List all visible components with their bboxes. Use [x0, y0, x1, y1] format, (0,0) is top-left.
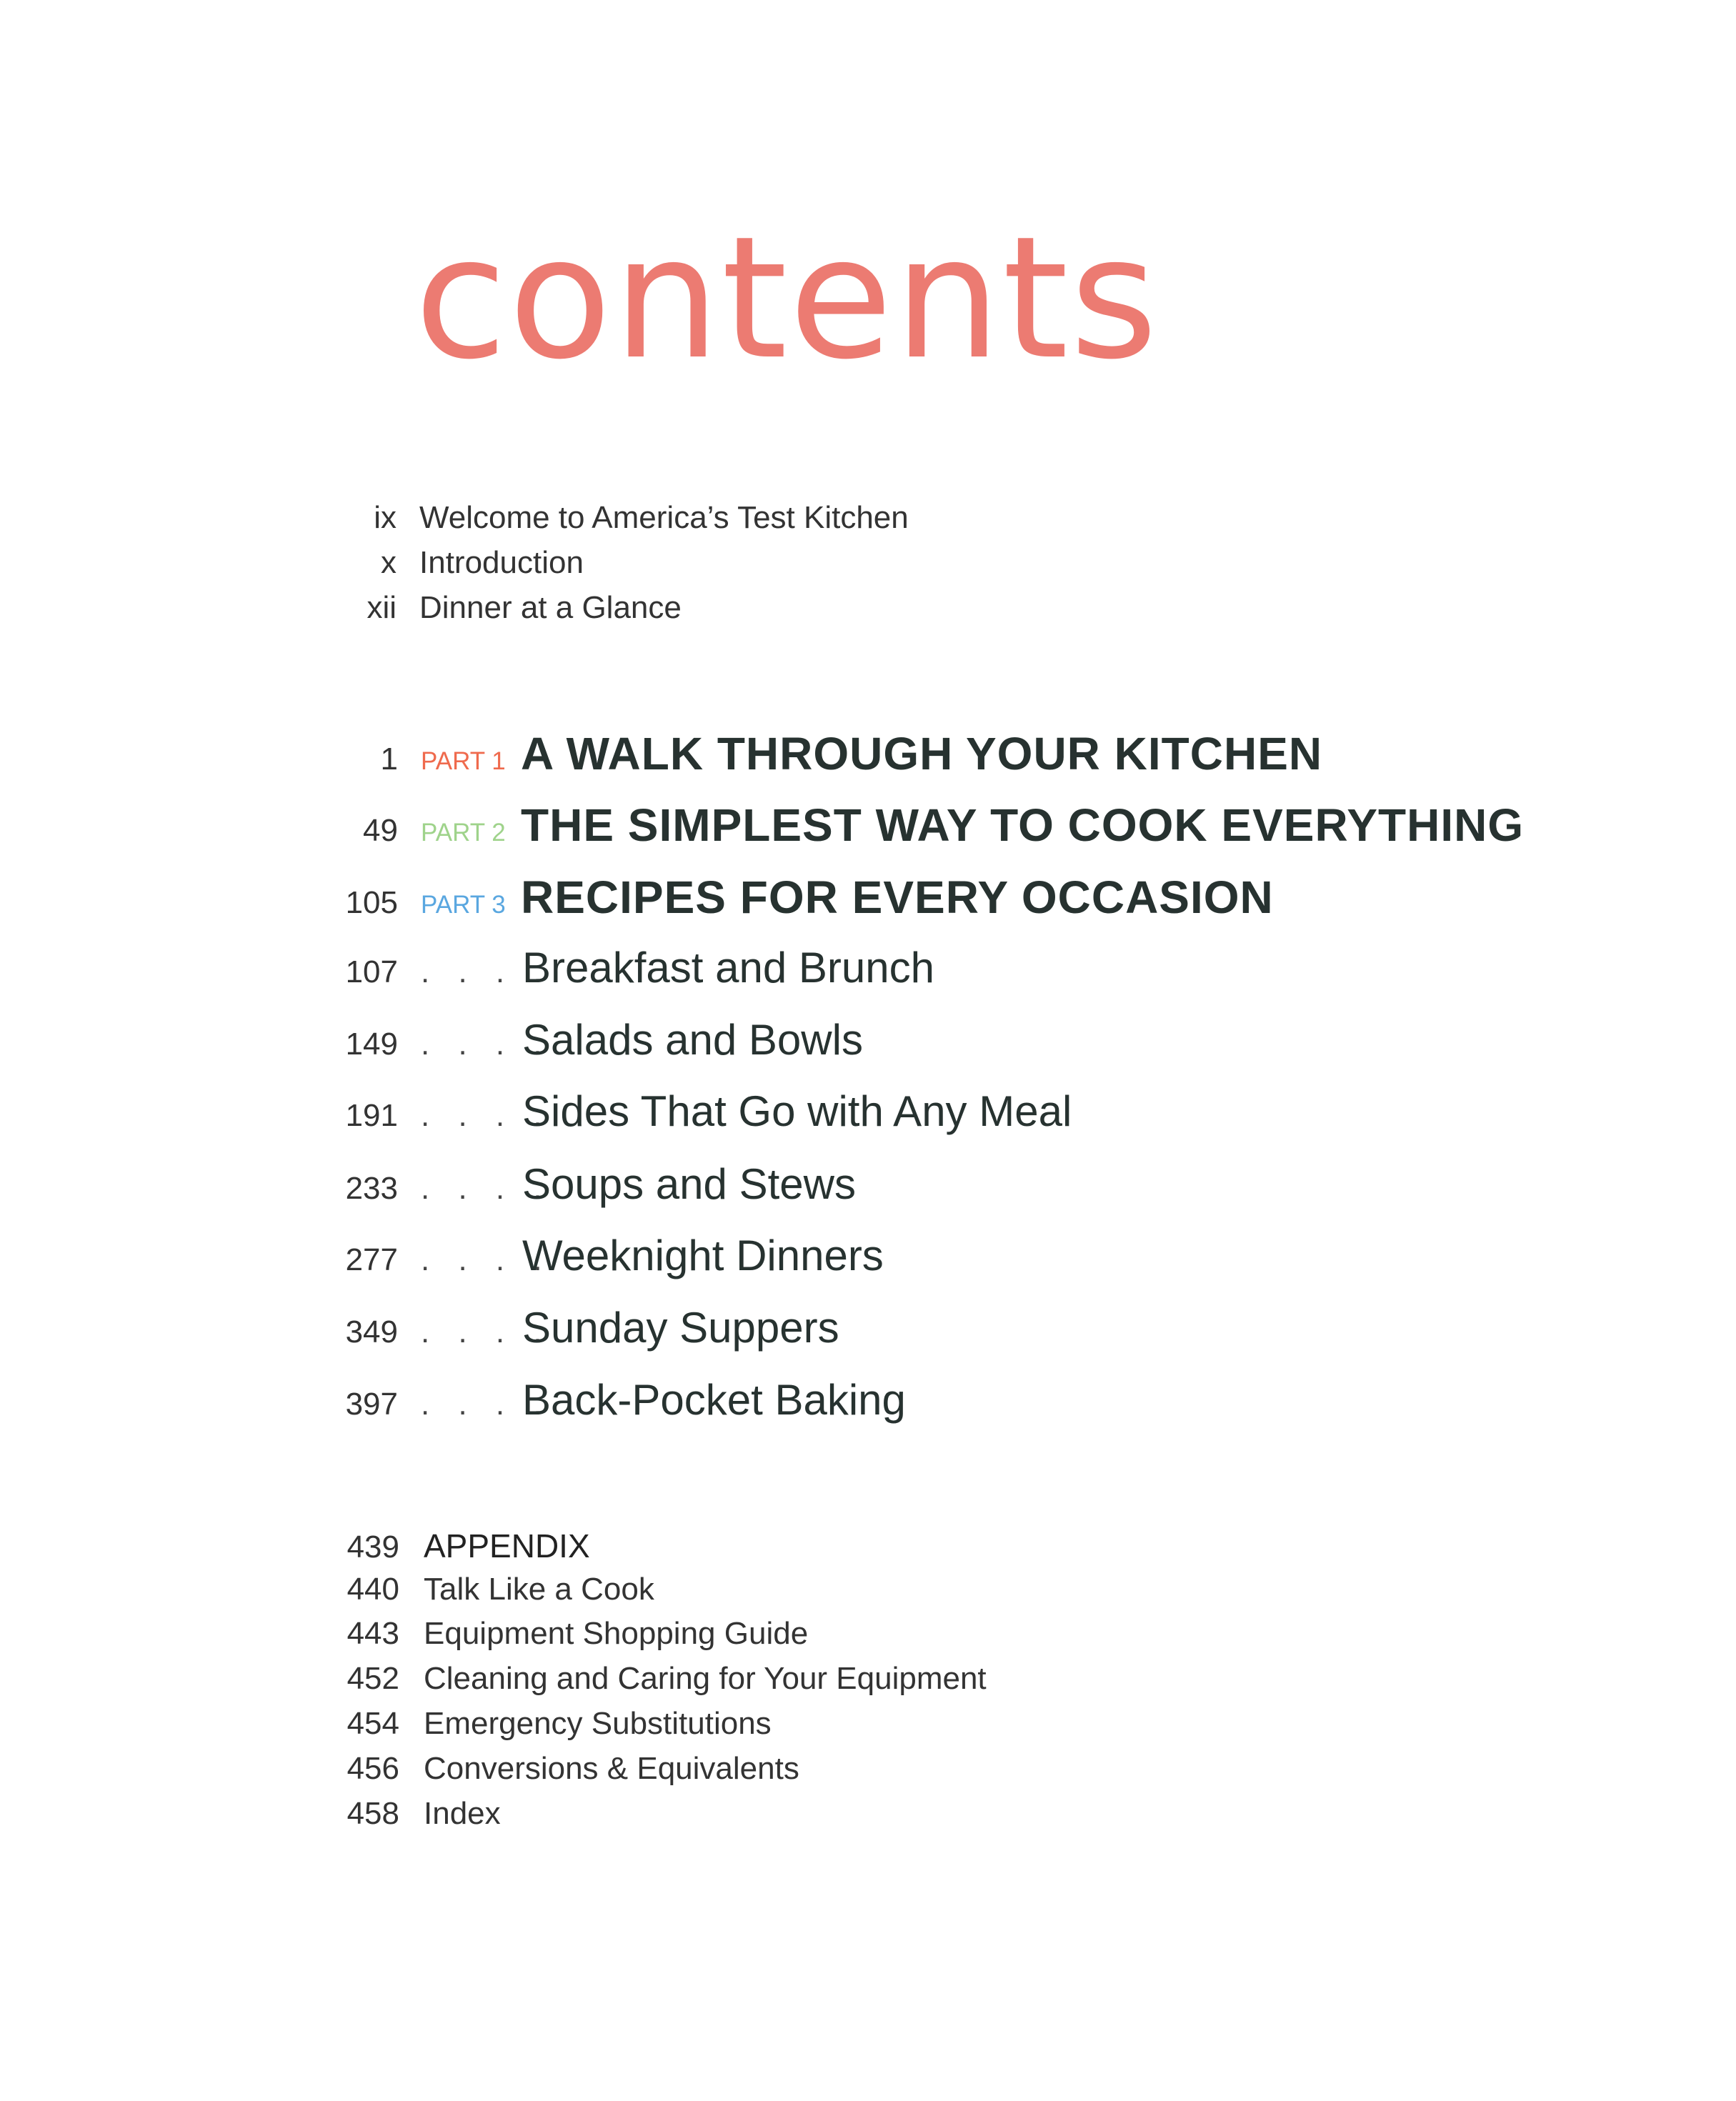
part-label: PART 3	[421, 891, 506, 919]
toc-entry[interactable]	[0, 590, 682, 626]
toc-chapter[interactable]	[0, 1159, 856, 1209]
toc-chapter[interactable]	[0, 1375, 906, 1424]
entry-title: Welcome to America’s Test Kitchen	[419, 500, 909, 535]
page-number: 454	[346, 1706, 399, 1741]
page-number: 191	[345, 1098, 398, 1133]
page-number: 107	[345, 954, 398, 989]
page-number: x	[381, 545, 396, 580]
chapter-title: Weeknight Dinners	[522, 1232, 884, 1279]
part-title: A WALK THROUGH YOUR KITCHEN	[521, 728, 1323, 779]
page-number: 440	[346, 1572, 399, 1607]
toc-entry[interactable]	[0, 1751, 799, 1787]
page-number: 456	[346, 1751, 399, 1786]
chapter-title: Breakfast and Brunch	[522, 944, 935, 992]
toc-chapter[interactable]	[0, 943, 934, 992]
toc-chapter[interactable]	[0, 1087, 1072, 1136]
toc-entry[interactable]	[0, 1706, 772, 1742]
page-number: 452	[346, 1661, 399, 1696]
chapter-title: Back-Pocket Baking	[522, 1376, 906, 1424]
entry-title: Cleaning and Caring for Your Equipment	[424, 1661, 987, 1696]
page-number: 439	[346, 1529, 399, 1564]
entry-title: Emergency Substitutions	[424, 1706, 772, 1741]
part-title: RECIPES FOR EVERY OCCASION	[521, 872, 1274, 923]
toc-entry[interactable]	[0, 545, 584, 581]
page-number: ix	[374, 500, 396, 535]
entry-title: Talk Like a Cook	[424, 1572, 654, 1607]
toc-chapter[interactable]	[0, 1231, 884, 1280]
part-label: PART 1	[421, 747, 506, 775]
page-number: 277	[345, 1242, 398, 1277]
toc-entry[interactable]	[0, 1572, 654, 1607]
toc-part-2[interactable]	[0, 799, 1524, 852]
page-title: contents	[414, 200, 1159, 396]
chapter-title: Soups and Stews	[522, 1160, 856, 1208]
dot-leader: . . . .	[421, 954, 552, 989]
toc-entry[interactable]	[0, 1661, 987, 1697]
chapter-title: Salads and Bowls	[522, 1016, 863, 1064]
toc-entry[interactable]	[0, 1616, 808, 1652]
page-number: 49	[363, 813, 398, 848]
entry-title: Index	[424, 1796, 501, 1831]
toc-chapter[interactable]	[0, 1015, 863, 1064]
toc-entry[interactable]	[0, 500, 909, 536]
toc-appendix-heading[interactable]	[0, 1527, 590, 1565]
page-number: xii	[366, 590, 396, 625]
page-number: 149	[345, 1027, 398, 1062]
dot-leader: . . . .	[421, 1171, 552, 1206]
page-number: 233	[345, 1171, 398, 1206]
dot-leader: . . . .	[421, 1098, 552, 1133]
page-number: 105	[345, 885, 398, 920]
page-number: 349	[345, 1314, 398, 1349]
dot-leader: . . . .	[421, 1027, 552, 1062]
dot-leader: . . . .	[421, 1242, 552, 1277]
part-label: PART 2	[421, 819, 506, 847]
page-number: 397	[345, 1387, 398, 1422]
toc-entry[interactable]	[0, 1796, 501, 1832]
toc-part-1[interactable]	[0, 727, 1322, 780]
toc-part-3[interactable]	[0, 871, 1274, 924]
entry-title: Equipment Shopping Guide	[424, 1616, 809, 1651]
entry-title: Dinner at a Glance	[419, 590, 682, 625]
chapter-title: Sides That Go with Any Meal	[522, 1087, 1072, 1135]
page-number: 458	[346, 1796, 399, 1831]
part-title: THE SIMPLEST WAY TO COOK EVERYTHING	[521, 799, 1525, 851]
entry-title: APPENDIX	[424, 1527, 590, 1564]
entry-title: Conversions & Equivalents	[424, 1751, 799, 1786]
dot-leader: . . . .	[421, 1387, 552, 1422]
entry-title: Introduction	[419, 545, 584, 580]
chapter-title: Sunday Suppers	[522, 1304, 839, 1352]
dot-leader: . . . .	[421, 1314, 552, 1349]
page-number: 1	[380, 742, 398, 777]
page-number: 443	[346, 1616, 399, 1651]
toc-chapter[interactable]	[0, 1303, 839, 1352]
